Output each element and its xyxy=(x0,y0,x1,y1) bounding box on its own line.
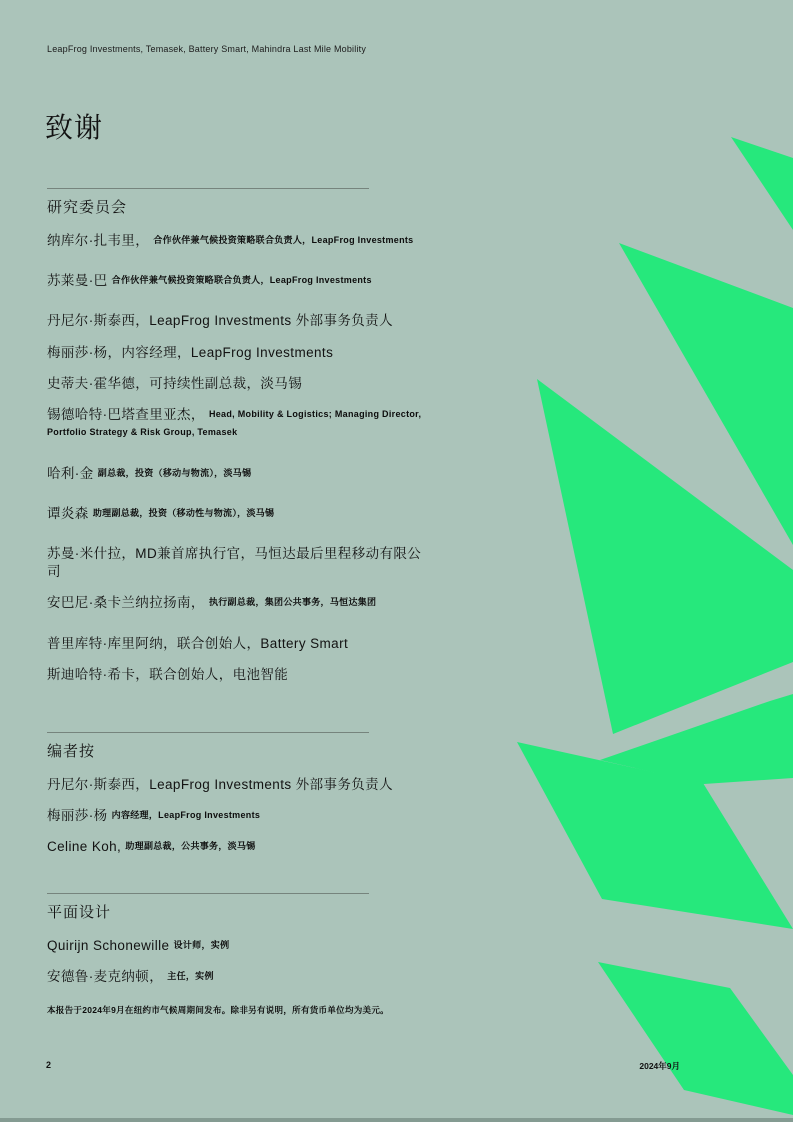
person-name: 安德鲁·麦克纳顿， xyxy=(47,969,164,985)
person-name: 斯迪哈特·希卡，联合创始人，电池智能 xyxy=(47,666,289,682)
section-divider xyxy=(47,188,369,189)
person-role: 助理副总裁，投资（移动性与物流），淡马锡 xyxy=(92,507,275,518)
person-name: 梅丽莎·杨，内容经理，LeapFrog Investments xyxy=(47,344,334,360)
person-name: 安巴尼·桑卡兰纳拉扬南， xyxy=(47,595,205,611)
person-name: 纳库尔·扎韦里， xyxy=(47,233,150,248)
person-role: 助理副总裁，公共事务，淡马锡 xyxy=(125,841,256,852)
ack-entry xyxy=(47,406,429,442)
ack-entry xyxy=(47,312,429,330)
ack-entry xyxy=(47,635,429,653)
page-title: 致谢 xyxy=(45,112,104,143)
person-role: 合作伙伴兼气候投资策略联合负责人，LeapFrog Investments xyxy=(111,275,372,286)
section-1 xyxy=(47,732,429,870)
ack-entry xyxy=(47,344,429,362)
ack-entry xyxy=(47,776,429,794)
page-number: 2 xyxy=(46,1060,52,1070)
person-name: Celine Koh, xyxy=(47,839,122,855)
person-name: 哈利·金 xyxy=(47,465,94,481)
publication-date: 2024年9月 xyxy=(639,1061,680,1071)
section-entries xyxy=(47,232,429,684)
person-name: 锡德哈特·巴塔查里亚杰， xyxy=(47,407,205,423)
section-divider xyxy=(47,732,369,733)
section-divider xyxy=(47,893,369,894)
ack-entry xyxy=(47,838,429,856)
person-name: 苏曼·米什拉，MD兼首席执行官，马恒达最后里程移动有限公司 xyxy=(47,545,422,580)
section-2 xyxy=(47,893,429,999)
section-entries xyxy=(47,776,429,857)
page-bottom-edge xyxy=(0,1118,793,1122)
person-role: 副总裁，投资（移动与物流），淡马锡 xyxy=(97,467,252,478)
person-role: Head, Mobility & Logistics; Managing Director, Portfolio Strategy & Risk Group, Temasek xyxy=(47,409,422,438)
person-name: 苏莱曼·巴 xyxy=(47,273,108,289)
ack-entry xyxy=(47,545,429,581)
person-role: 设计师，实例 xyxy=(173,940,230,950)
section-heading: 研究委员会 xyxy=(47,199,128,216)
person-name: 丹尼尔·斯泰西，LeapFrog Investments 外部事务负责人 xyxy=(47,777,393,792)
ack-entry xyxy=(47,465,429,483)
footnote: 本报告于2024年9月在纽约市气候周期间发布。除非另有说明，所有货币单位均为美元。 xyxy=(47,1005,389,1015)
ack-entry xyxy=(47,505,429,523)
ack-entry xyxy=(47,232,429,250)
ack-entry xyxy=(47,594,429,612)
running-header: LeapFrog Investments, Temasek, Battery Smart, Mahindra Last Mile Mobility xyxy=(47,44,367,54)
person-name: 梅丽莎·杨 xyxy=(47,808,108,824)
ack-entry xyxy=(47,272,429,290)
ack-entry xyxy=(47,666,429,684)
person-name: 普里库特·库里阿纳，联合创始人，Battery Smart xyxy=(47,635,349,651)
person-name: 谭炎森 xyxy=(47,505,89,521)
person-role: 内容经理，LeapFrog Investments xyxy=(111,810,261,821)
ack-entry xyxy=(47,937,429,955)
person-name: 丹尼尔·斯泰西，LeapFrog Investments 外部事务负责人 xyxy=(47,313,393,329)
person-role: 执行副总裁，集团公共事务，马恒达集团 xyxy=(208,597,377,608)
section-0 xyxy=(47,188,429,697)
section-heading: 平面设计 xyxy=(47,904,112,921)
ack-entry xyxy=(47,375,429,393)
ack-entry xyxy=(47,968,429,986)
person-name: Quirijn Schonewille xyxy=(47,938,170,953)
ack-entry xyxy=(47,807,429,825)
person-name: 史蒂夫·霍华德，可持续性副总裁，淡马锡 xyxy=(47,375,303,391)
person-role: 合作伙伴兼气候投资策略联合负责人，LeapFrog Investments xyxy=(153,235,414,245)
section-entries xyxy=(47,937,429,986)
person-role: 主任，实例 xyxy=(167,971,214,982)
section-heading: 编者按 xyxy=(47,743,96,760)
